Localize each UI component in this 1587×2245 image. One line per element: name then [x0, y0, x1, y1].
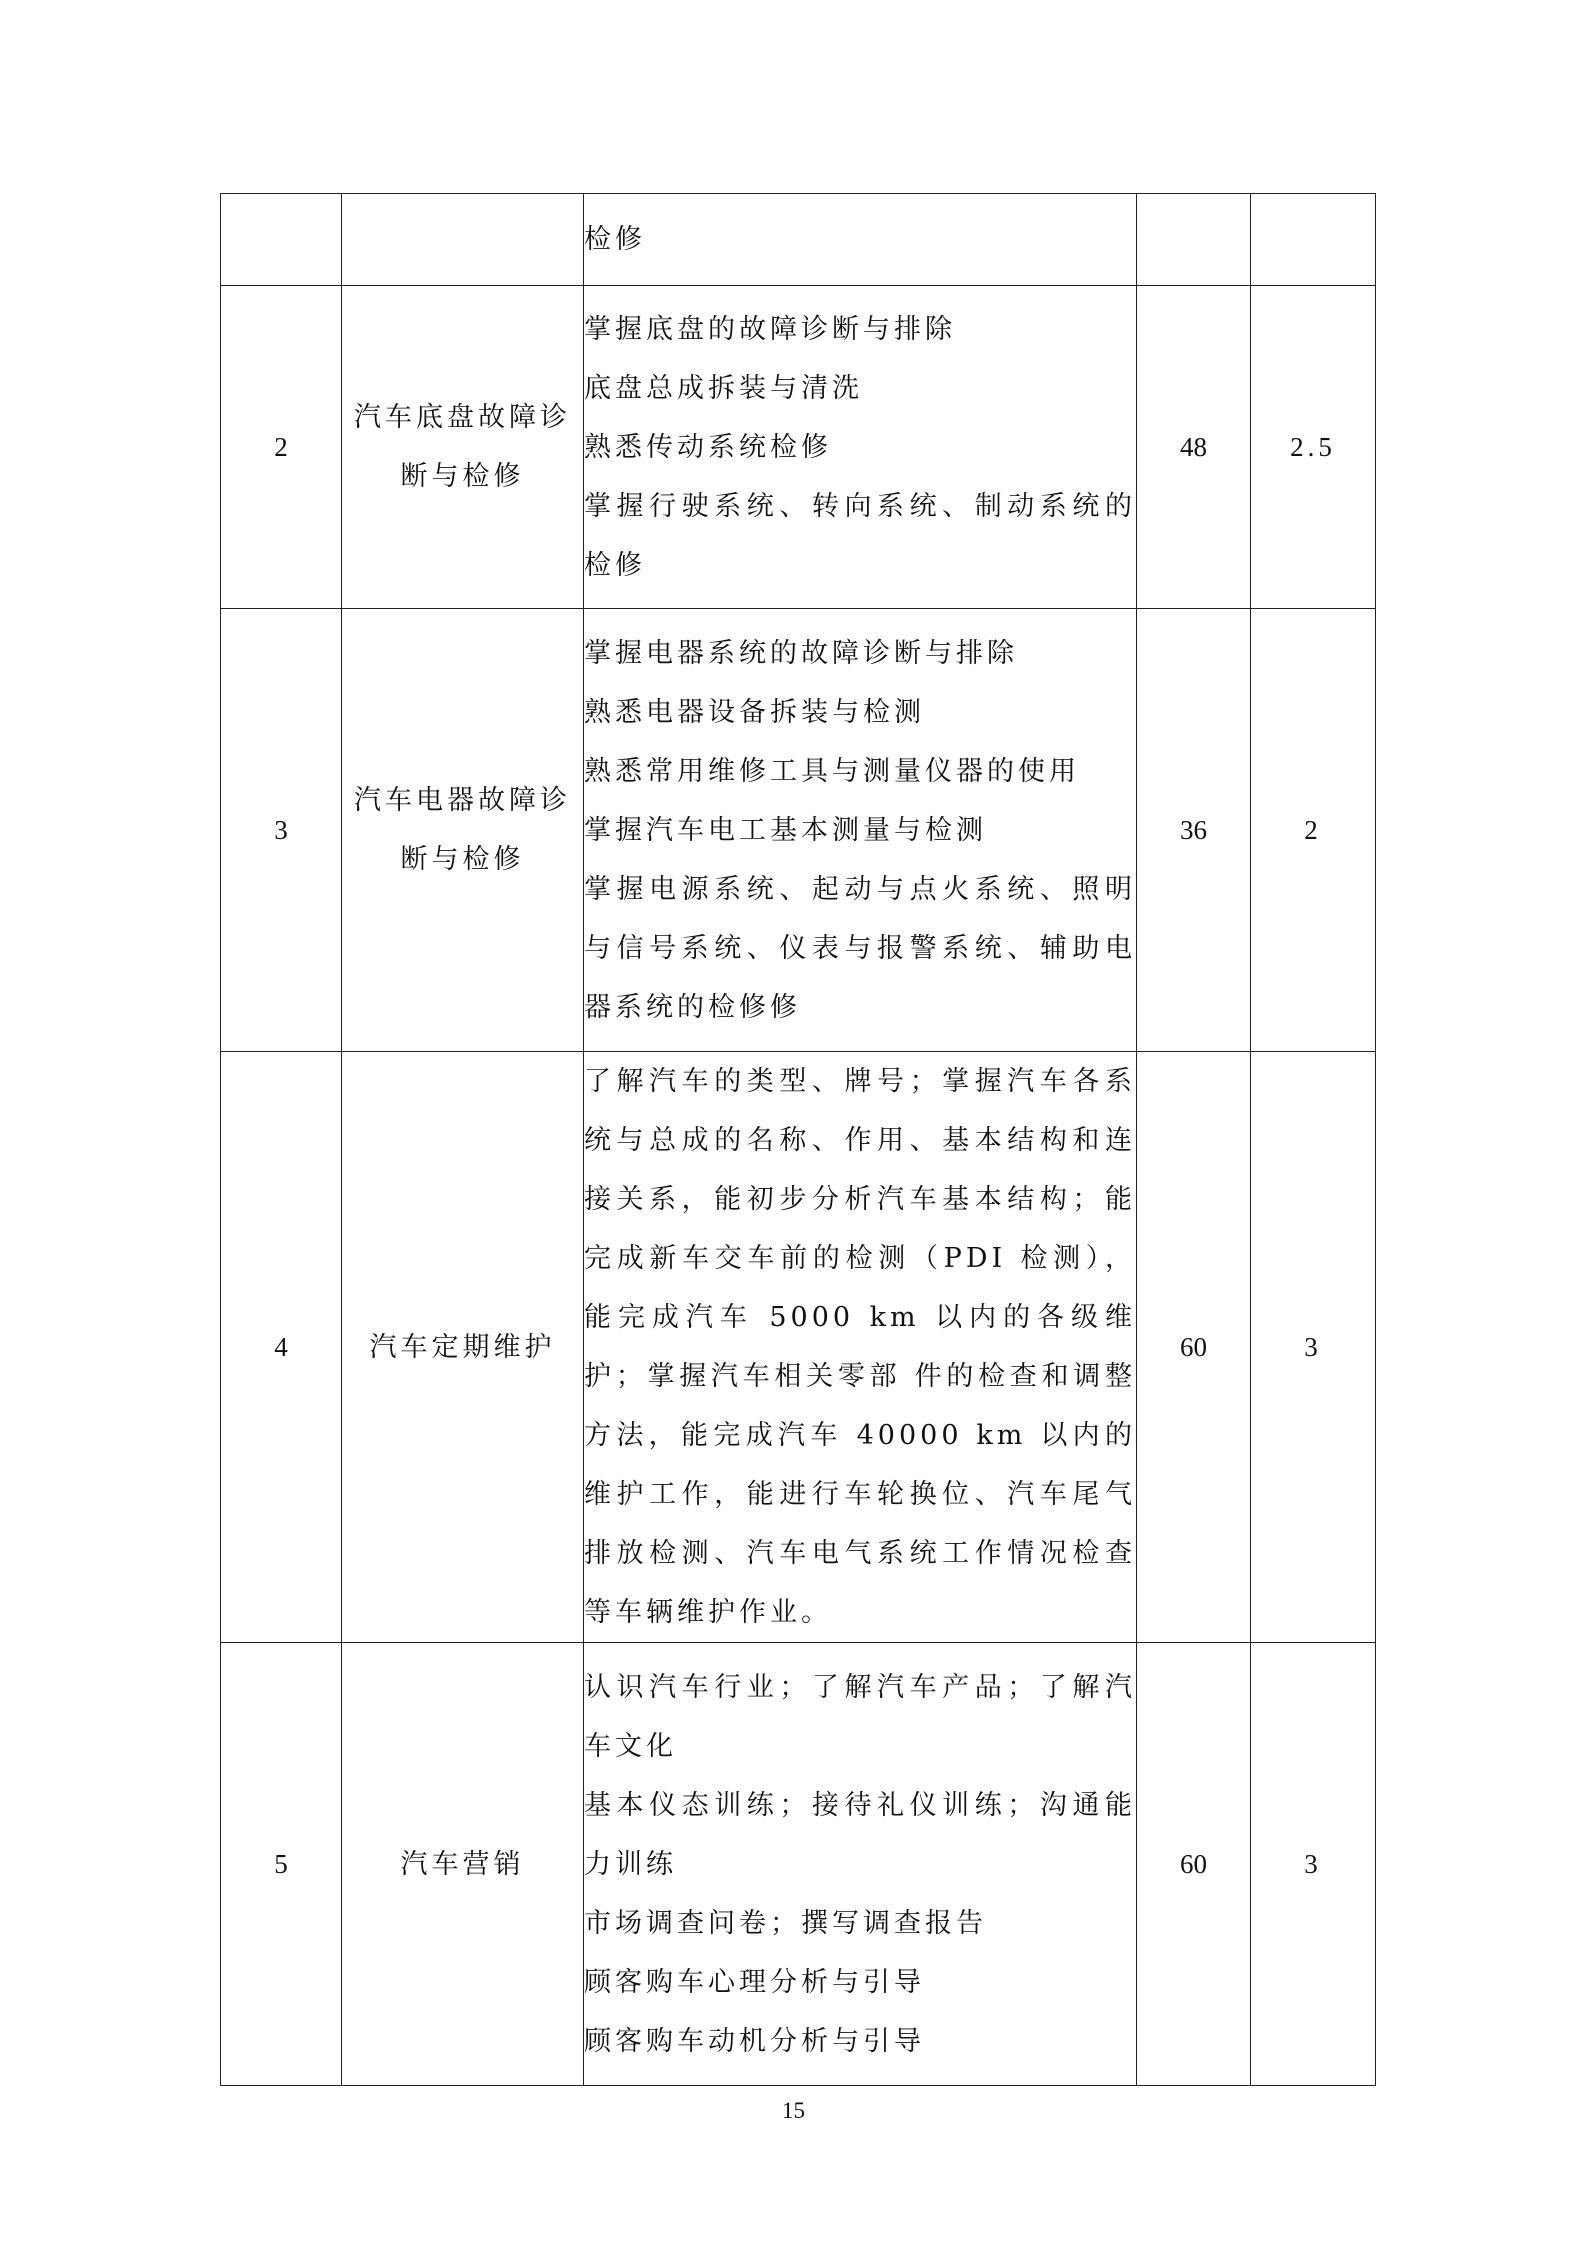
credit-cell: 3: [1251, 1052, 1376, 1643]
course-number-cell: [221, 194, 342, 286]
hours-cell: 36: [1137, 609, 1251, 1052]
table-row: [221, 609, 1376, 1052]
table-row: [221, 1052, 1376, 1643]
course-name-cell: 汽车电器故障诊断与检修: [342, 609, 584, 1052]
hours-cell: 48: [1137, 286, 1251, 609]
content-line: 熟悉传动系统检修: [584, 431, 832, 463]
content-line: 掌握底盘的故障诊断与排除: [584, 313, 956, 345]
content-line: 掌握汽车电工基本测量与检测: [584, 814, 987, 846]
course-name-cell: [342, 194, 584, 286]
content-line: 底盘总成拆装与清洗: [584, 372, 863, 404]
content-line: 了解汽车的类型、牌号；掌握汽车各系统与总成的名称、作用、基本结构和连接关系，能初步分析汽车基本结构；能完成新车交车前的检测（PDI 检测），能完成汽车 5000 km 以内的各级维护；掌握汽车相关零部 件的检查和调整方法，能完成汽车 40000 km 以内的维护工作，能进行车轮换位、汽车尾气排放检测、汽车电气系统工作情况检查等车辆维护作业。: [584, 1066, 1136, 1628]
course-number-cell: 3: [221, 609, 342, 1052]
course-content-cell: [584, 286, 1137, 609]
content-line: 认识汽车行业；了解汽车产品；了解汽车文化: [584, 1671, 1136, 1762]
table-row: [221, 1643, 1376, 2086]
hours-cell: 60: [1137, 1052, 1251, 1643]
hours-cell: [1137, 194, 1251, 286]
content-line: 掌握电源系统、起动与点火系统、照明与信号系统、仪表与报警系统、辅助电器系统的检修修: [584, 873, 1136, 1023]
course-name-cell: 汽车底盘故障诊断与检修: [342, 286, 584, 609]
content-line: 掌握电器系统的故障诊断与排除: [584, 637, 1018, 669]
content-line: 顾客购车动机分析与引导: [584, 2025, 925, 2057]
course-name-cell: 汽车营销: [342, 1643, 584, 2086]
table-row: [221, 194, 1376, 286]
course-content-cell: [584, 194, 1137, 286]
course-number-cell: 2: [221, 286, 342, 609]
content-line: 掌握行驶系统、转向系统、制动系统的检修: [584, 490, 1136, 581]
content-line: 基本仪态训练；接待礼仪训练；沟通能力训练: [584, 1789, 1136, 1880]
credit-cell: 2.5: [1251, 286, 1376, 609]
content-line: 检修: [584, 224, 646, 255]
content-line: 熟悉电器设备拆装与检测: [584, 696, 925, 728]
content-line: 熟悉常用维修工具与测量仪器的使用: [584, 755, 1080, 787]
hours-cell: 60: [1137, 1643, 1251, 2086]
credit-cell: 3: [1251, 1643, 1376, 2086]
course-content-cell: [584, 609, 1137, 1052]
page-number: 15: [782, 2098, 805, 2123]
curriculum-table: [220, 193, 1376, 2086]
course-content-cell: [584, 1052, 1137, 1643]
course-number-cell: 4: [221, 1052, 342, 1643]
course-content-cell: [584, 1643, 1137, 2086]
credit-cell: [1251, 194, 1376, 286]
content-line: 市场调查问卷；撰写调查报告: [584, 1907, 987, 1939]
table-row: [221, 286, 1376, 609]
course-number-cell: 5: [221, 1643, 342, 2086]
credit-cell: 2: [1251, 609, 1376, 1052]
content-line: 顾客购车心理分析与引导: [584, 1966, 925, 1998]
course-name-cell: 汽车定期维护: [342, 1052, 584, 1643]
